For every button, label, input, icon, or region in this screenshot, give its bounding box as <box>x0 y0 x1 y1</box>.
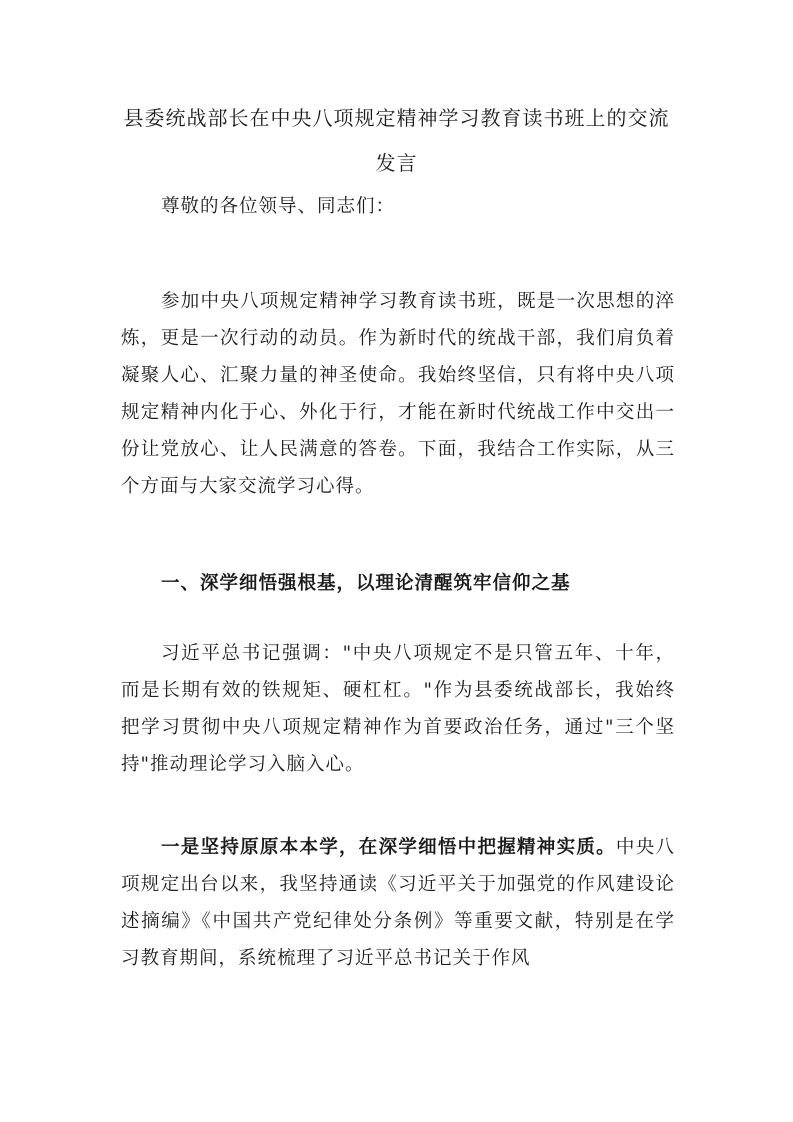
section1-paragraph: 习近平总书记强调："中央八项规定不是只管五年、十年，而是长期有效的铁规矩、硬杠杠。"作为县委统战部长，我始终把学习贯彻中央八项规定精神作为首要政治任务，通过"三个坚持"推动理论学习入脑入心。 <box>121 643 675 775</box>
intro-paragraph: 参加中央八项规定精神学习教育读书班，既是一次思想的淬炼，更是一次行动的动员。作为新时代的统战干部，我们肩负着凝聚人心、汇聚力量的神圣使命。我始终坚信，只有将中央八项规定精神内化于心、外化于行，才能在新时代统战工作中交出一份让党放心、让人民满意的答卷。下面，我结合工作实际，从三个方面与大家交流学习心得。 <box>121 291 675 497</box>
document-title: 县委统战部长在中央八项规定精神学习教育读书班上的交流发言 <box>123 106 670 175</box>
salutation: 尊敬的各位领导、同志们： <box>161 196 396 217</box>
section-heading-1: 一、深学细悟强根基，以理论清醒筑牢信仰之基 <box>161 573 571 594</box>
point1-body: 中央八项规定出台以来，我坚持通读《习近平关于加强党的作风建设论述摘编》《中国共产党纪律处分条例》等重要文献，特别是在学习教育期间，系统梳理了习近平总书记关于作风 <box>121 837 675 969</box>
point1-paragraph <box>121 829 675 977</box>
point1-lead: 一是坚持原原本本学，在深学细悟中把握精神实质。 <box>161 837 616 858</box>
